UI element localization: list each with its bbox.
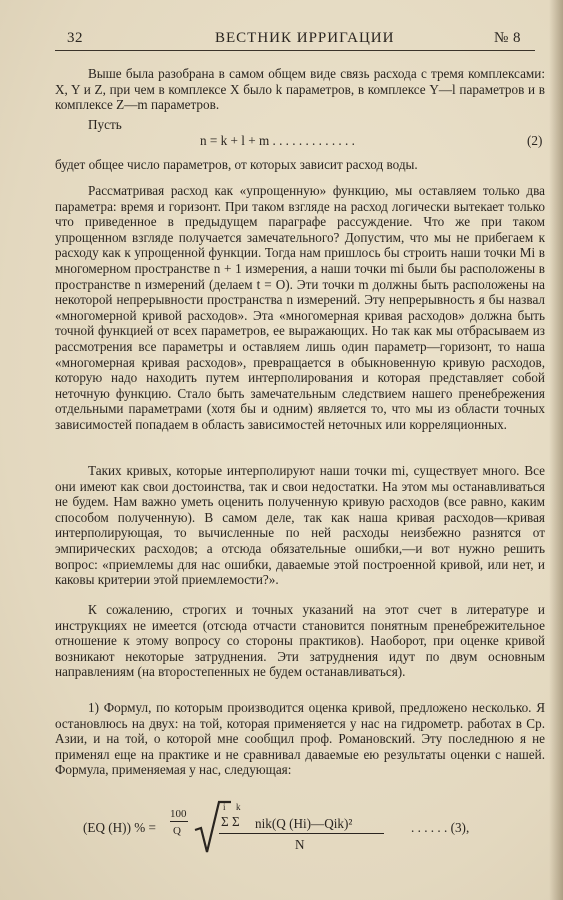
journal-title: ВЕСТНИК ИРРИГАЦИИ xyxy=(215,30,395,46)
paragraph-5 xyxy=(55,602,545,680)
formula-2: n = k + l + m . . . . . . . . . . . . . xyxy=(200,133,355,148)
formula-3-main-bar xyxy=(219,833,384,834)
formula-3-hundred: 100 xyxy=(170,808,187,820)
formula-3-fraction-bar xyxy=(170,821,188,822)
formula-3-body: nik(Q (Hi)—Qik)² xyxy=(255,816,353,831)
pust-label: Пусть xyxy=(88,117,122,132)
formula-2-number: (2) xyxy=(527,133,543,148)
issue-number: № 8 xyxy=(493,30,521,46)
paragraph-2-text: будет общее число параметров, от которых зависит расход воды. xyxy=(55,157,418,172)
formula-3-number: . . . . . . (3), xyxy=(411,820,470,835)
paragraph-3 xyxy=(55,183,545,433)
header-rule xyxy=(55,50,535,51)
formula-3-denominator: N xyxy=(295,837,305,852)
paragraph-4-text: Таких кривых, которые интерполируют наши точки mi, существует много. Все они имеют как свои достоинства, так и свои недостатки. На этом мы останавливаться не будем. Нам важно уметь оценить полученную кривую расходов (все равно, каким способом полученную). В самом деле, так как наша кривая расходов—кривая интерполирующая, то вычисленные по ней расходы неизбежно разнятся от эмпирических расходов; а отсюда обязательные ошибки,—и вот нужно решить вопрос: «приемлемы для нас ошибки, даваемые этой построенной кривой, или нет, и каковы критерии этой приемлемости?». xyxy=(55,463,545,588)
formula-3-lhs: (EQ (H)) % = xyxy=(83,820,156,835)
page-edge-shadow xyxy=(549,0,563,900)
paragraph-6 xyxy=(55,700,545,778)
formula-3 xyxy=(83,800,543,860)
paragraph-2 xyxy=(55,157,545,173)
paragraph-3-text: Рассматривая расход как «упрощенную» функцию, мы оставляем только два параметра: время и горизонт. При таком взгляде на расход логически вытекает только что приведенное в предыдущем параграфе рассуждение. Что же при таком упрощенном взгляде получается замечательного? Допустим, что мы не прибегаем к расходу как к упрощенной функции. Тогда нам пришлось бы строить наши точки Mi в многомерном пространстве n + 1 измерения, а наши точки mi были бы расположены в пространстве n измерений (делаем t = O). Эти точки m должны быть расположены на некоторой непрерывности пространства n измерений. Эту непрерывность я бы назвал «многомерной кривой расходов». Эта «многомерная кривая расходов» должна быть точной функцией от всех параметров, ее выражающих. Но так как мы отбрасываем из рассмотрения все параметры и оставляем лишь один параметр—горизонт, то наша «многомерная кривая расходов», превращается в обыкновенную кривую расходов, которую надо находить путем интерполирования и которая представляет собой неточную функцию. Стало быть замечательным следствием нашего пренебрежения отдельными параметрами (хотя бы и одним) является то, что мы из области точных зависимостей попадаем в область зависимостей неточных или корреляционных. xyxy=(55,183,545,432)
paragraph-4 xyxy=(55,463,545,588)
formula-3-sum-k: k xyxy=(236,802,241,812)
formula-3-q: Q xyxy=(173,825,181,837)
paragraph-6-text: 1) Формул, по которым производится оценка кривой, предложено несколько. Я остановлюсь на двух: на той, которая применяется у нас на гидрометр. работах в Ср. Азии, и на той, о которой мне сообщил проф. Романовский. Эту последнюю я не применял еще на практике и не сравнивал даваемые ею результаты оценки с нашей. Формула, применяемая у нас, следующая: xyxy=(55,700,545,778)
paragraph-1 xyxy=(55,66,545,113)
page-number: 32 xyxy=(67,30,83,46)
formula-3-sums: Σ Σ xyxy=(221,814,240,829)
paragraph-1-text: Выше была разобрана в самом общем виде связь расхода с тремя комплексами: X, Y и Z, при чем в комплексе X было k параметров, в комплексе Y—l параметров и в комплексе Z—m параметров. xyxy=(55,66,545,113)
paragraph-5-text: К сожалению, строгих и точных указаний на этот счет в литературе и инструкциях не имеется (отсюда отчасти становится понятным пренебрежительное отношение к этому вопросу со стороны практиков). Наоборот, при оценке кривой возникают некоторые затруднения. Эти затруднения идут по двум основным направлениям (на второстепенных не будем останавливаться). xyxy=(55,602,545,680)
page-header xyxy=(55,30,535,50)
formula-3-sum-i: i xyxy=(223,802,226,812)
